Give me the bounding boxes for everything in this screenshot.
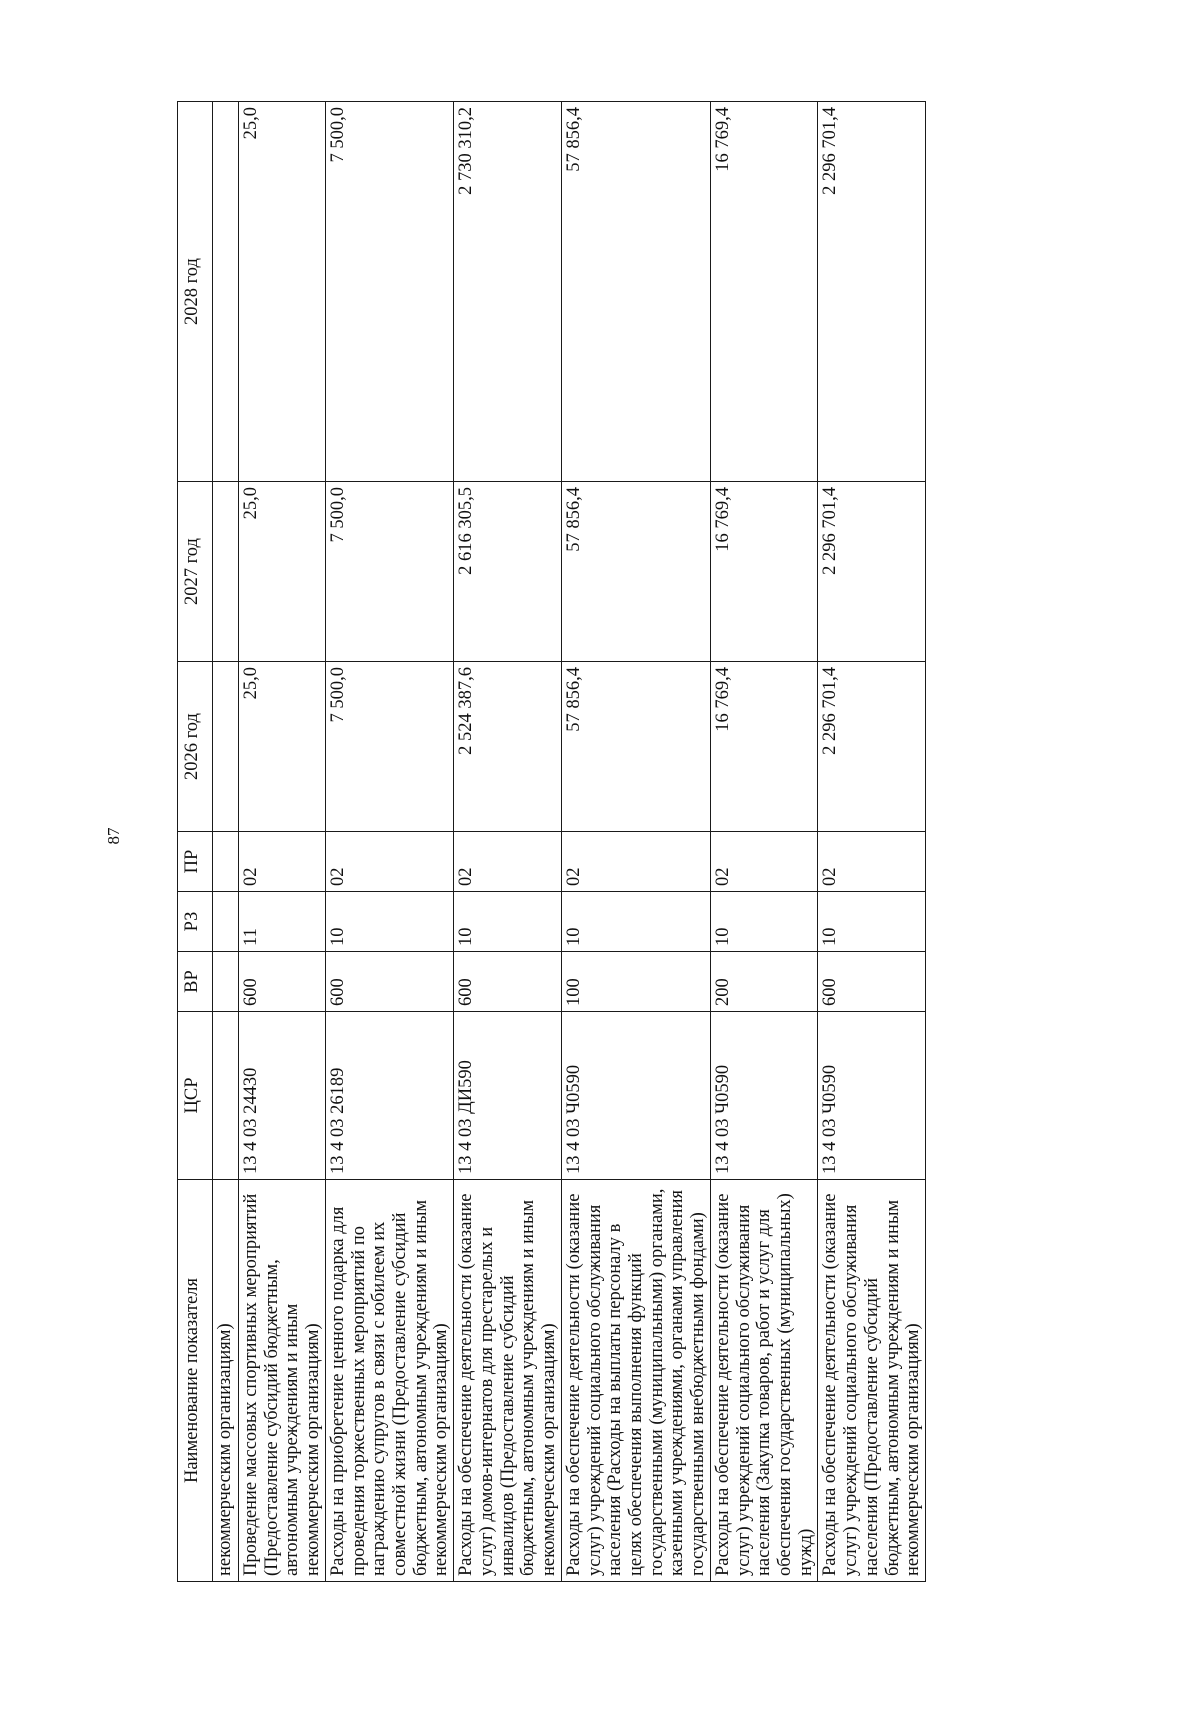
row-csr: 13 4 03 24430 [239, 1012, 326, 1180]
table-header-row [178, 102, 213, 1582]
row-2026: 25,0 [239, 662, 326, 832]
row-2027: 25,0 [239, 482, 326, 662]
row-2026: 2 524 387,6 [454, 662, 562, 832]
table-row [325, 102, 453, 1582]
row-2027: 16 769,4 [710, 482, 818, 662]
row-rz: 10 [561, 892, 710, 952]
row-vr: 200 [710, 952, 818, 1012]
row-2026: 57 856,4 [561, 662, 710, 832]
row-2028: 57 856,4 [561, 102, 710, 482]
row-pr: 02 [325, 832, 453, 892]
row-csr: 13 4 03 Ч0590 [710, 1012, 818, 1180]
budget-table [177, 101, 926, 1582]
row-rz: 10 [325, 892, 453, 952]
row-2028: 25,0 [239, 102, 326, 482]
table-row [454, 102, 562, 1582]
row-2028: 2 296 701,4 [818, 102, 926, 482]
table-row [710, 102, 818, 1582]
row-name: Расходы на обеспечение деятельности (оказание услуг) учреждений социального обслуживания населения (Предоставление субсидий бюджетным, автономным учреждениям и иным некоммерческим организациям) [818, 1180, 926, 1582]
continuation-text: некоммерческим организациям) [213, 1180, 239, 1582]
row-name: Проведение массовых спортивных мероприятий (Предоставление субсидий бюджетным, автономным учреждениям и иным некоммерческим организациям) [239, 1180, 326, 1582]
row-csr: 13 4 03 ДИ590 [454, 1012, 562, 1180]
row-name: Расходы на обеспечение деятельности (оказание услуг) домов-интернатов для престарелых и инвалидов (Предоставление субсидий бюджетным, автономным учреждениям и иным некоммерческим организациям) [454, 1180, 562, 1582]
header-2026: 2026 год [178, 662, 213, 832]
row-2026: 7 500,0 [325, 662, 453, 832]
row-pr: 02 [710, 832, 818, 892]
header-name: Наименование показателя [178, 1180, 213, 1582]
row-rz: 10 [710, 892, 818, 952]
row-name: Расходы на обеспечение деятельности (оказание услуг) учреждений социального обслуживания населения (Расходы на выплаты персоналу в целях обеспечения выполнения функций государственными (муниципальными) органами, казенными учреждениями, органами управления государственными внебюджетными фондами) [561, 1180, 710, 1582]
row-vr: 600 [325, 952, 453, 1012]
row-2027: 2 296 701,4 [818, 482, 926, 662]
rotated-table-container [177, 102, 1042, 1582]
row-pr: 02 [239, 832, 326, 892]
row-vr: 600 [239, 952, 326, 1012]
row-csr: 13 4 03 Ч0590 [561, 1012, 710, 1180]
row-vr: 600 [454, 952, 562, 1012]
row-pr: 02 [561, 832, 710, 892]
row-rz: 10 [454, 892, 562, 952]
row-rz: 11 [239, 892, 326, 952]
header-csr: ЦСР [178, 1012, 213, 1180]
row-2027: 2 616 305,5 [454, 482, 562, 662]
header-rz: РЗ [178, 892, 213, 952]
header-pr: ПР [178, 832, 213, 892]
table-row [239, 102, 326, 1582]
table-row [561, 102, 710, 1582]
row-2026: 16 769,4 [710, 662, 818, 832]
row-name: Расходы на обеспечение деятельности (оказание услуг) учреждений социального обслуживания населения (Закупка товаров, работ и услуг для обеспечения государственных (муниципальных) нужд) [710, 1180, 818, 1582]
table-row [818, 102, 926, 1582]
page-number: 87 [104, 827, 123, 845]
row-2026: 2 296 701,4 [818, 662, 926, 832]
header-2028: 2028 год [178, 102, 213, 482]
row-2028: 2 730 310,2 [454, 102, 562, 482]
continuation-row [213, 102, 239, 1582]
header-vr: ВР [178, 952, 213, 1012]
row-vr: 600 [818, 952, 926, 1012]
row-2028: 16 769,4 [710, 102, 818, 482]
row-vr: 100 [561, 952, 710, 1012]
row-2027: 57 856,4 [561, 482, 710, 662]
row-2028: 7 500,0 [325, 102, 453, 482]
row-pr: 02 [818, 832, 926, 892]
row-2027: 7 500,0 [325, 482, 453, 662]
row-csr: 13 4 03 Ч0590 [818, 1012, 926, 1180]
row-rz: 10 [818, 892, 926, 952]
row-name: Расходы на приобретение ценного подарка для проведения торжественных мероприятий по награждению супругов в связи с юбилеем их совместной жизни (Предоставление субсидий бюджетным, автономным учреждениям и иным некоммерческим организациям) [325, 1180, 453, 1582]
row-pr: 02 [454, 832, 562, 892]
header-2027: 2027 год [178, 482, 213, 662]
row-csr: 13 4 03 26189 [325, 1012, 453, 1180]
